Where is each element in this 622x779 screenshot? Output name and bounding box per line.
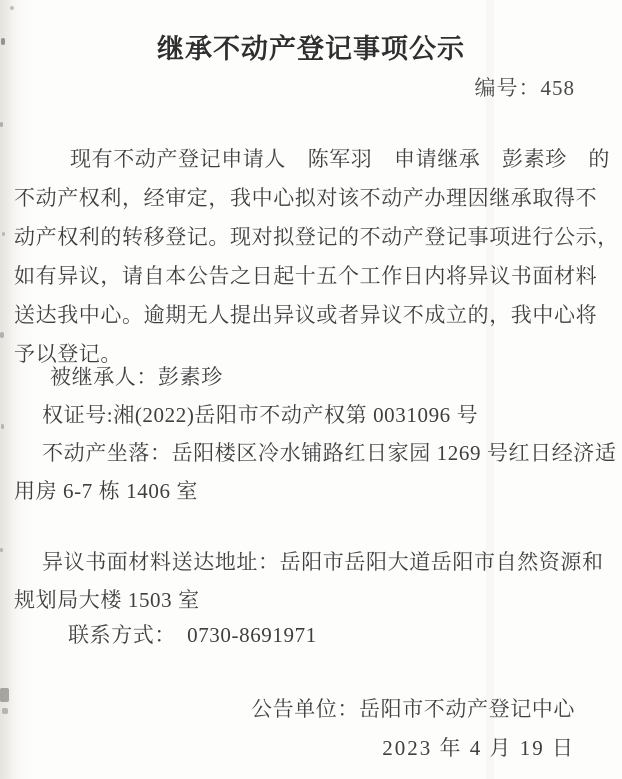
scan-noise-smudge xyxy=(0,688,9,702)
scan-streak-artifact xyxy=(486,0,494,779)
paragraph-line-3: 动产权利的转移登记。现对拟登记的不动产登记事项进行公示， xyxy=(14,225,619,249)
document-title: 继承不动产登记事项公示 xyxy=(157,34,465,64)
contact-phone-field: 联系方式： 0730-8691971 xyxy=(68,623,317,647)
scan-noise-fleck xyxy=(10,6,14,10)
scan-noise-fleck xyxy=(2,708,8,714)
scan-noise-fleck xyxy=(0,332,4,338)
scan-noise-fleck xyxy=(2,232,5,236)
paragraph-line-5: 送达我中心。逾期无人提出异议或者异议不成立的，我中心将 xyxy=(14,303,598,327)
paragraph-line-2: 不动产权利，经审定，我中心拟对该不动产办理因继承取得不 xyxy=(14,186,598,210)
certificate-number-field: 权证号:湘(2022)岳阳市不动产权第 0031096 号 xyxy=(42,403,479,427)
paragraph-line-6: 予以登记。 xyxy=(14,342,122,366)
paragraph-line-4: 如有异议，请自本公告之日起十五个工作日内将异议书面材料 xyxy=(14,264,598,288)
paragraph-line-1: 现有不动产登记申请人 陈军羽 申请继承 彭素珍 的 xyxy=(70,147,610,171)
document-number: 编号：458 xyxy=(474,76,575,100)
issue-date: 2023 年 4 月 19 日 xyxy=(382,736,575,760)
objection-address-line-1: 异议书面材料送达地址：岳阳市岳阳大道岳阳市自然资源和 xyxy=(42,550,604,574)
scan-noise-fleck xyxy=(1,424,4,429)
issuing-unit: 公告单位：岳阳市不动产登记中心 xyxy=(251,697,575,721)
property-location-line-2: 用房 6-7 栋 1406 室 xyxy=(14,479,198,503)
objection-address-line-2: 规划局大楼 1503 室 xyxy=(14,588,200,612)
scan-noise-fleck xyxy=(0,548,3,552)
property-location-line-1: 不动产坐落：岳阳楼区冷水铺路红日家园 1269 号红日经济适 xyxy=(42,441,617,465)
decedent-field: 被继承人：彭素珍 xyxy=(50,365,223,389)
scan-noise-fleck xyxy=(0,122,3,127)
